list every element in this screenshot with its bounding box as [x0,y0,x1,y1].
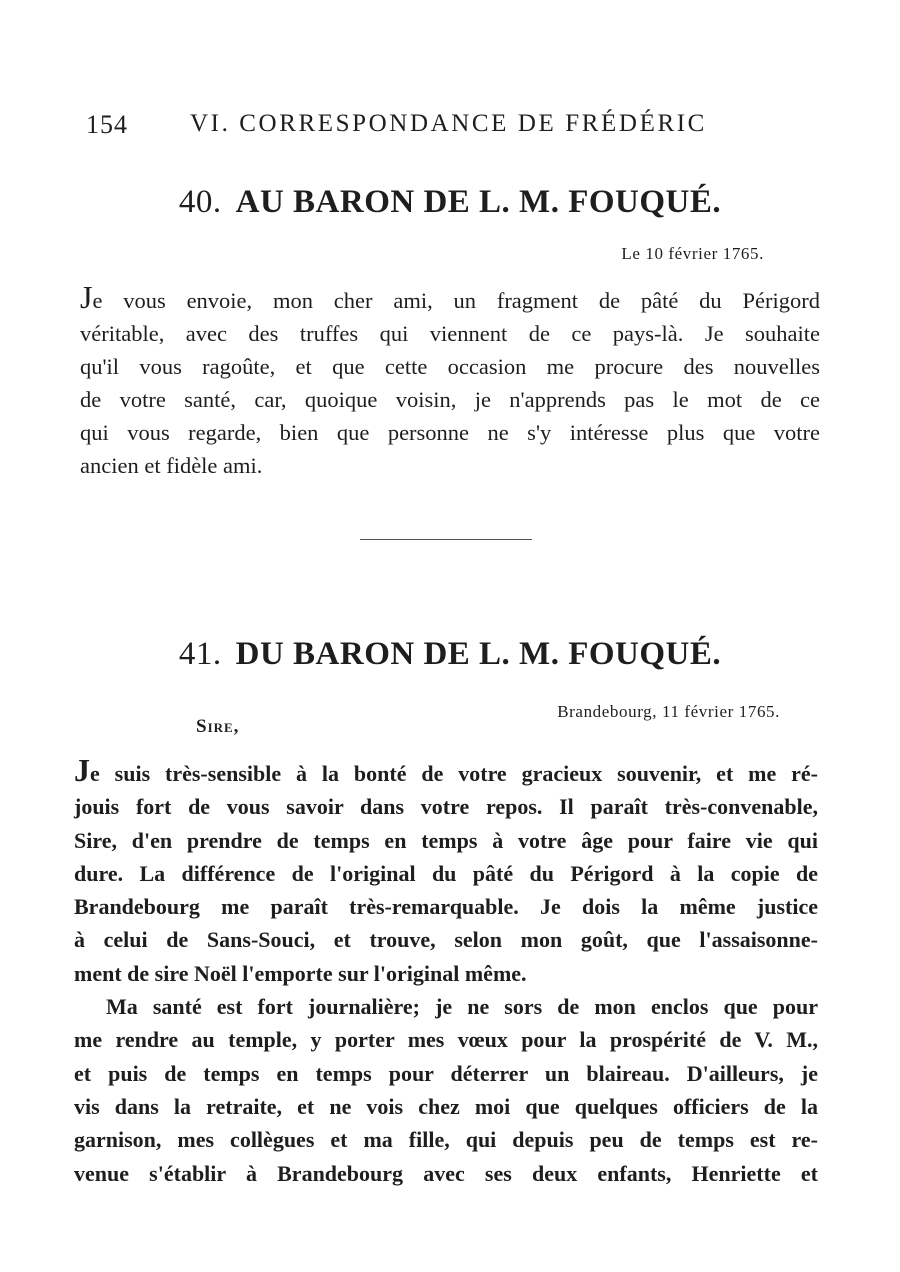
letter-41-line: garnison, mes collègues et ma fille, qui depuis peu de temps est re- [74,1127,818,1153]
letter-41-body [74,752,818,1190]
running-head [80,110,740,142]
letter-41-line: Je suis très-sensible à la bonté de votre gracieux souvenir, et me ré- [74,752,818,788]
letter-41-line: Sire, d'en prendre de temps en temps à votre âge pour faire vie qui [74,827,818,853]
letter-41-number: 41. [178,636,222,672]
letter-40-dateline: Le 10 février 1765. [621,244,764,263]
letter-40-number: 40. [178,184,222,220]
drop-initial: J [74,752,90,788]
letter-40-heading [0,184,900,221]
letter-41-line: jouis fort de vous savoir dans votre repos. Il paraît très-convenable, [74,794,818,820]
letter-40-line: véritable, avec des truffes qui viennent de ce pays-là. Je souhaite [80,321,820,346]
letter-40-line: Je vous envoie, mon cher ami, un fragment de pâté du Périgord [80,279,820,315]
letter-41-line: et puis de temps en temps pour déterrer un blaireau. D'ailleurs, je [74,1060,818,1086]
letter-40-title: AU BARON DE L. M. FOUQUÉ. [235,184,722,220]
letter-41-line: vis dans la retraite, et ne vois chez moi que quelques officiers de la [74,1093,818,1119]
letter-40-body [80,279,820,482]
running-title: VI. CORRESPONDANCE DE FRÉDÉRIC [190,110,707,137]
letter-41-line: me rendre au temple, y porter mes vœux pour la prospérité de V. M., [74,1027,818,1053]
letter-41-title: DU BARON DE L. M. FOUQUÉ. [235,636,722,672]
drop-initial: J [80,279,93,315]
letter-40-line: de votre santé, car, quoique voisin, je n'apprends pas le mot de ce [80,387,820,412]
page-number: 154 [86,110,128,139]
letter-41-line: Ma santé est fort journalière; je ne sors de mon enclos que pour [106,994,818,1020]
letter-41-line: dure. La différence de l'original du pâté du Périgord à la copie de [74,860,818,886]
section-divider [360,539,532,540]
letter-41-line: venue s'établir à Brandebourg avec ses deux enfants, Henriette et [74,1160,818,1186]
letter-40-line: qui vous regarde, bien que personne ne s'y intéresse plus que votre [80,420,820,445]
letter-40-line: ancien et fidèle ami. [80,453,263,478]
letter-41-heading [0,636,900,673]
letter-41-line: à celui de Sans-Souci, et trouve, selon mon goût, que l'assaisonne- [74,927,818,953]
letter-40-line: qu'il vous ragoûte, et que cette occasion me procure des nouvelles [80,354,820,379]
salutation: Sire, [196,716,240,737]
letter-41-dateline: Brandebourg, 11 février 1765. [557,702,780,721]
letter-41-line: Brandebourg me paraît très-remarquable. Je dois la même justice [74,894,818,920]
letter-41-line: ment de sire Noël l'emporte sur l'original même. [74,960,527,986]
